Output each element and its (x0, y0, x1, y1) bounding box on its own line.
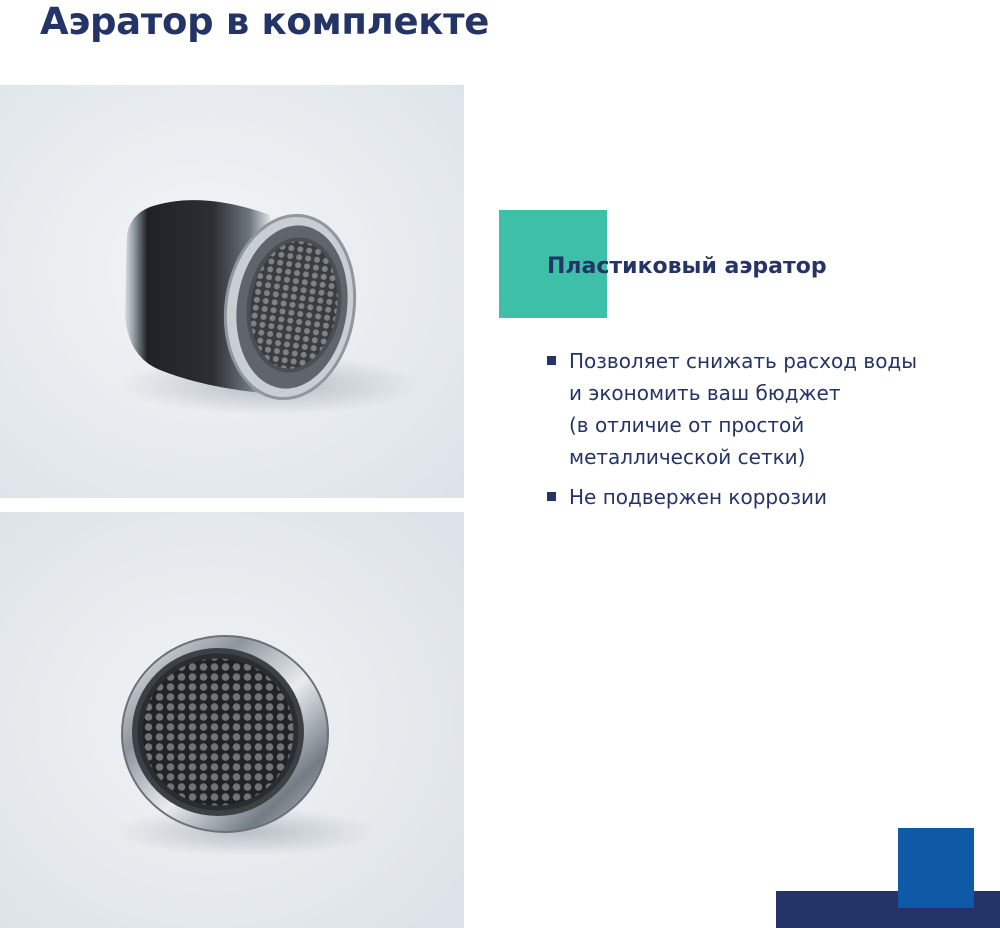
bullet-text-line: и экономить ваш бюджет (569, 381, 841, 405)
bullet-text-line: металлической сетки) (569, 445, 806, 469)
aerator-front-photo (0, 512, 464, 928)
bullet-text-line: (в отличие от простой (569, 413, 805, 437)
feature-title: Пластиковый аэратор (547, 254, 827, 279)
decorative-square (898, 828, 974, 908)
bullet-text-line: Не подвержен коррозии (569, 485, 827, 509)
bullet-square-icon (547, 356, 556, 365)
list-item (547, 345, 987, 473)
bullet-square-icon (547, 492, 556, 501)
bullet-text-line: Позволяет снижать расход воды (569, 349, 918, 373)
page-title: Аэратор в комплекте (40, 0, 490, 43)
list-item (547, 481, 987, 513)
feature-list (547, 345, 987, 521)
aerator-side-photo (0, 85, 464, 498)
